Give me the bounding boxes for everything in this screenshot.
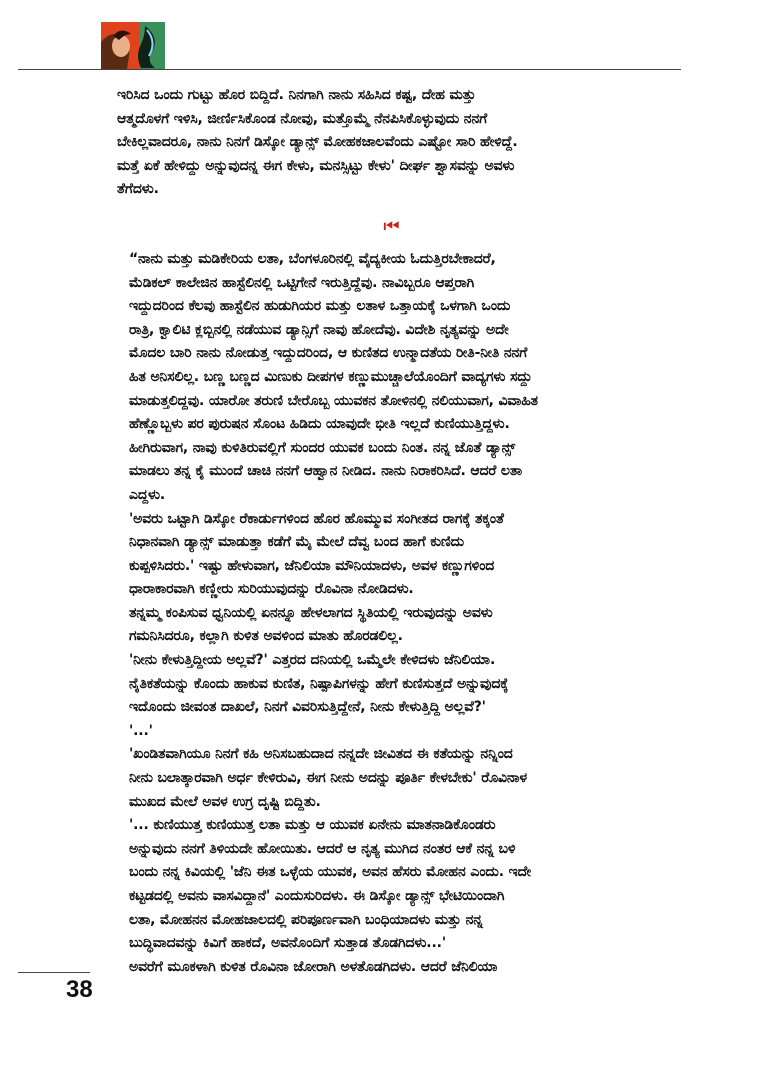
text-line: ಹೆಣ್ಣೊಬ್ಬಳು ಪರ ಪುರುಷನ ಸೊಂಟ ಹಿಡಿದು ಯಾವುದೇ ಭೀತಿ ಇಲ್ಲದೆ ಕುಣಿಯುತ್ತಿದ್ದಳು.	[129, 416, 510, 433]
text-line: 'ನೀನು ಕೇಳುತ್ತಿದ್ದೀಯ ಅಲ್ಲವೆ?' ಎತ್ತರದ ದನಿಯಲ್ಲಿ ಒಮ್ಮೆಲೇ ಕೇಳಿದಳು ಜೆನಿಲಿಯಾ.	[129, 652, 496, 669]
text-line: ಹೀಗಿರುವಾಗ, ನಾವು ಕುಳಿತಿರುವಲ್ಲಿಗೆ ಸುಂದರ ಯುವಕ ಬಂದು ನಿಂತ. ನನ್ನ ಜೊತೆ ಡ್ಯಾನ್ಸ್	[129, 439, 516, 456]
text-line: ಧಾರಾಕಾರವಾಗಿ ಕಣ್ಣೀರು ಸುರಿಯುವುದನ್ನು ರೊವಿನಾ ನೋಡಿದಳು.	[129, 581, 414, 598]
text-line: 'ಖಂಡಿತವಾಗಿಯೂ ನಿನಗೆ ಕಹಿ ಅನಿಸಬಹುದಾದ ನನ್ನದೇ ಜೀವಿತದ ಈ ಕತೆಯನ್ನು ನನ್ನಿಂದ	[129, 746, 513, 763]
text-line: ತನ್ನಮ್ಮ ಕಂಪಿಸುವ ಧ್ವನಿಯಲ್ಲಿ ಏನನ್ನೂ ಹೇಳಲಾಗದ ಸ್ಥಿತಿಯಲ್ಲಿ ಇರುವುದನ್ನು ಅವಳು	[129, 604, 493, 621]
paragraph-8	[117, 814, 663, 956]
text-line: ಮಾಡುತ್ತಲಿದ್ದವು. ಯಾರೋ ತರುಣಿ ಬೇರೊಬ್ಬ ಯುವಕನ ತೋಳಿನಲ್ಲಿ ನಲಿಯುವಾಗ, ವಿವಾಹಿತ	[129, 392, 538, 409]
text-line: ಮೊದಲ ಬಾರಿ ನಾನು ನೋಡುತ್ತ ಇದ್ದುದರಿಂದ, ಆ ಕುಣಿತದ ಉನ್ಮಾದತೆಯ ರೀತಿ-ನೀತಿ ನನಗೆ	[129, 345, 528, 362]
footer-divider	[18, 972, 90, 973]
text-line: ನೈತಿಕತೆಯನ್ನು ಕೊಂದು ಹಾಕುವ ಕುಣಿತ, ನಿಷ್ಪಾಪಿಗಳನ್ನು ಹೇಗೆ ಕುಣಿಸುತ್ತದೆ ಅನ್ನುವುದಕ್ಕೆ	[129, 675, 509, 692]
text-line: ರಾತ್ರಿ, ಕ್ವಾಲಿಟಿ ಕ್ಲಬ್ಬಿನಲ್ಲಿ ನಡೆಯುವ ಡ್ಯಾನ್ಸಿಗೆ ನಾವು ಹೋದೆವು. ವಿದೇಶಿ ನೃತ್ಯವನ್ನು ಅದೇ	[129, 321, 509, 338]
text-line: ಇರಿಸಿದ ಒಂದು ಗುಟ್ಟು ಹೊರ ಬಿದ್ದಿದೆ. ನಿನಗಾಗಿ ನಾನು ಸಹಿಸಿದ ಕಷ್ಟ, ದೇಹ ಮತ್ತು	[117, 87, 476, 103]
text-line: ಆತ್ಮದೊಳಗೆ ಇಳಿಸಿ, ಜೀರ್ಣಿಸಿಕೊಂಡ ನೋವು, ಮತ್ತೊಮ್ಮೆ ನೆನಪಿಸಿಕೊಳ್ಳುವುದು ನನಗೆ	[117, 110, 488, 127]
text-line: ಮಾಡಲು ತನ್ನ ಕೈ ಮುಂದೆ ಚಾಚಿ ನನಗೆ ಆಹ್ವಾನ ನೀಡಿದ. ನಾನು ನಿರಾಕರಿಸಿದೆ. ಆದರೆ ಲತಾ	[129, 463, 523, 480]
text-line: ಎದ್ದಳು.	[129, 486, 166, 503]
text-line: '... ಕುಣಿಯುತ್ತ ಕುಣಿಯುತ್ತ ಲತಾ ಮತ್ತು ಆ ಯುವಕ ಏನೇನು ಮಾತನಾಡಿಕೊಂಡರು	[129, 817, 496, 834]
text-line: '...'	[129, 722, 153, 739]
text-line: ನಿಧಾನವಾಗಿ ಡ್ಯಾನ್ಸ್ ಮಾಡುತ್ತಾ ಕಡೆಗೆ ಮೈ ಮೇಲೆ ದೆವ್ವ ಬಂದ ಹಾಗೆ ಕುಣಿದು	[129, 534, 464, 551]
text-line: ಮುಖದ ಮೇಲೆ ಅವಳ ಉಗ್ರ ದೃಷ್ಟಿ ಬಿದ್ದಿತು.	[129, 793, 321, 810]
text-line: ಮತ್ತೆ ಏಕೆ ಹೇಳಿದ್ದು ಅನ್ನುವುದನ್ನ ಈಗ ಕೇಳು, ಮನಸ್ಸಿಟ್ಟು ಕೇಳು' ದೀರ್ಘ ಶ್ವಾಸವನ್ನು ಅವಳು	[117, 157, 515, 174]
text-line: ಬುದ್ಧಿವಾದವನ್ನು ಕಿವಿಗೆ ಹಾಕದೆ, ಅವನೊಂದಿಗೆ ಸುತ್ತಾಡ ತೊಡಗಿದಳು...'	[129, 935, 446, 952]
text-line: ಗಮನಿಸಿದರೂ, ಕಲ್ಲಾಗಿ ಕುಳಿತ ಅವಳಿಂದ ಮಾತು ಹೊರಡಲಿಲ್ಲ.	[129, 628, 403, 645]
text-line: ಹಿತ ಅನಿಸಲಿಲ್ಲ. ಬಣ್ಣ ಬಣ್ಣದ ಮಿಣುಕು ದೀಪಗಳ ಕಣ್ಣುಮುಚ್ಚಾಲೆಯೊಂದಿಗೆ ವಾದ್ಯಗಳು ಸದ್ದು	[129, 368, 532, 385]
paragraph-7	[117, 743, 663, 814]
text-line: 'ಅವರು ಒಟ್ಟಾಗಿ ಡಿಸ್ಕೋ ರೆಕಾರ್ಡುಗಳಿಂದ ಹೊರ ಹೊಮ್ಮುವ ಸಂಗೀತದ ರಾಗಕ್ಕೆ ತಕ್ಕಂತೆ	[129, 510, 504, 527]
text-line: ಬಂದು ನನ್ನ ಕಿವಿಯಲ್ಲಿ 'ಜೆನಿ ಈತ ಒಳ್ಳೆಯ ಯುವಕ, ಅವನ ಹೆಸರು ಮೋಹನ ಎಂದು. ಇದೇ	[129, 864, 532, 881]
text-line: ನೀನು ಬಲಾತ್ಕಾರವಾಗಿ ಅರ್ಧ ಕೇಳಿರುವಿ, ಈಗ ನೀನು ಅದನ್ನು ಪೂರ್ತಿ ಕೇಳಬೇಕು' ರೊವಿನಾಳ	[129, 770, 527, 787]
paragraph-1	[117, 84, 663, 202]
text-line: ಮೆಡಿಕಲ್ ಕಾಲೇಜಿನ ಹಾಸ್ಟೆಲಿನಲ್ಲಿ ಒಟ್ಟಿಗೇನೆ ಇರುತ್ತಿದ್ದೆವು. ನಾವಿಬ್ಬರೂ ಆಪ್ತರಾಗಿ	[129, 274, 475, 291]
paragraph-2	[117, 248, 663, 508]
text-line: ಕುಪ್ಪಳಿಸಿದರು.' ಇಷ್ಟು ಹೇಳುವಾಗ, ಜೆನಿಲಿಯಾ ಮೌನಿಯಾದಳು, ಅವಳ ಕಣ್ಣುಗಳಿಂದ	[129, 557, 495, 574]
page-number: 38	[66, 976, 93, 1003]
text-line: ಬೇಕಿಲ್ಲವಾದರೂ, ನಾನು ನಿನಗೆ ಡಿಸ್ಕೋ ಡ್ಯಾನ್ಸ್ ಮೋಹಕಜಾಲವೆಂದು ಎಷ್ಟೋ ಸಾರಿ ಹೇಳಿದ್ದೆ.	[117, 134, 518, 151]
text-line: “ನಾನು ಮತ್ತು ಮಡಿಕೇರಿಯ ಲತಾ, ಬೆಂಗಳೂರಿನಲ್ಲಿ ವೈದ್ಯಕೀಯ ಓದುತ್ತಿರಬೇಕಾದರೆ,	[129, 250, 496, 267]
article-body	[117, 84, 663, 979]
text-line: ಅವರೆಗೆ ಮೂಕಳಾಗಿ ಕುಳಿತ ರೊವಿನಾ ಜೋರಾಗಿ ಅಳತೊಡಗಿದಳು. ಆದರೆ ಜೆನಿಲಿಯಾ	[129, 958, 498, 975]
text-line: ಇದ್ದುದರಿಂದ ಕೆಲವು ಹಾಸ್ಟೆಲಿನ ಹುಡುಗಿಯರ ಮತ್ತು ಲತಾಳ ಒತ್ತಾಯಕ್ಕೆ ಒಳಗಾಗಿ ಒಂದು	[129, 298, 511, 315]
section-break-ornament-icon: ⏮	[383, 215, 397, 237]
text-line: ಲತಾ, ಮೋಹನನ ಮೋಹಜಾಲದಲ್ಲಿ ಪರಿಪೂರ್ಣವಾಗಿ ಬಂಧಿಯಾದಳು ಮತ್ತು ನನ್ನ	[129, 911, 483, 928]
text-line: ತೆಗೆದಳು.	[117, 181, 159, 198]
paragraph-4	[117, 602, 663, 649]
paragraph-5	[117, 649, 663, 720]
paragraph-6	[117, 720, 663, 744]
header-divider	[18, 69, 681, 70]
paragraph-9	[117, 956, 663, 980]
paragraph-3	[117, 508, 663, 602]
text-line: ಕಟ್ಟಡದಲ್ಲಿ ಅವನು ವಾಸವಿದ್ದಾನೆ' ಎಂದುಸುರಿದಳು. ಈ ಡಿಸ್ಕೋ ಡ್ಯಾನ್ಸ್ ಭೇಟಿಯಿಂದಾಗಿ	[129, 888, 505, 904]
text-line: ಅನ್ನುವುದು ನನಗೆ ತಿಳಿಯದೇ ಹೋಯಿತು. ಆದರೆ ಆ ನೃತ್ಯ ಮುಗಿದ ನಂತರ ಆಕೆ ನನ್ನ ಬಳಿ	[129, 840, 516, 857]
magazine-logo	[101, 22, 165, 69]
text-line: ಇದೊಂದು ಜೀವಂತ ದಾಖಲೆ, ನಿನಗೆ ವಿವರಿಸುತ್ತಿದ್ದೇನೆ, ನೀನು ಕೇಳುತ್ತಿದ್ದಿ ಅಲ್ಲವೆ?'	[129, 699, 486, 716]
